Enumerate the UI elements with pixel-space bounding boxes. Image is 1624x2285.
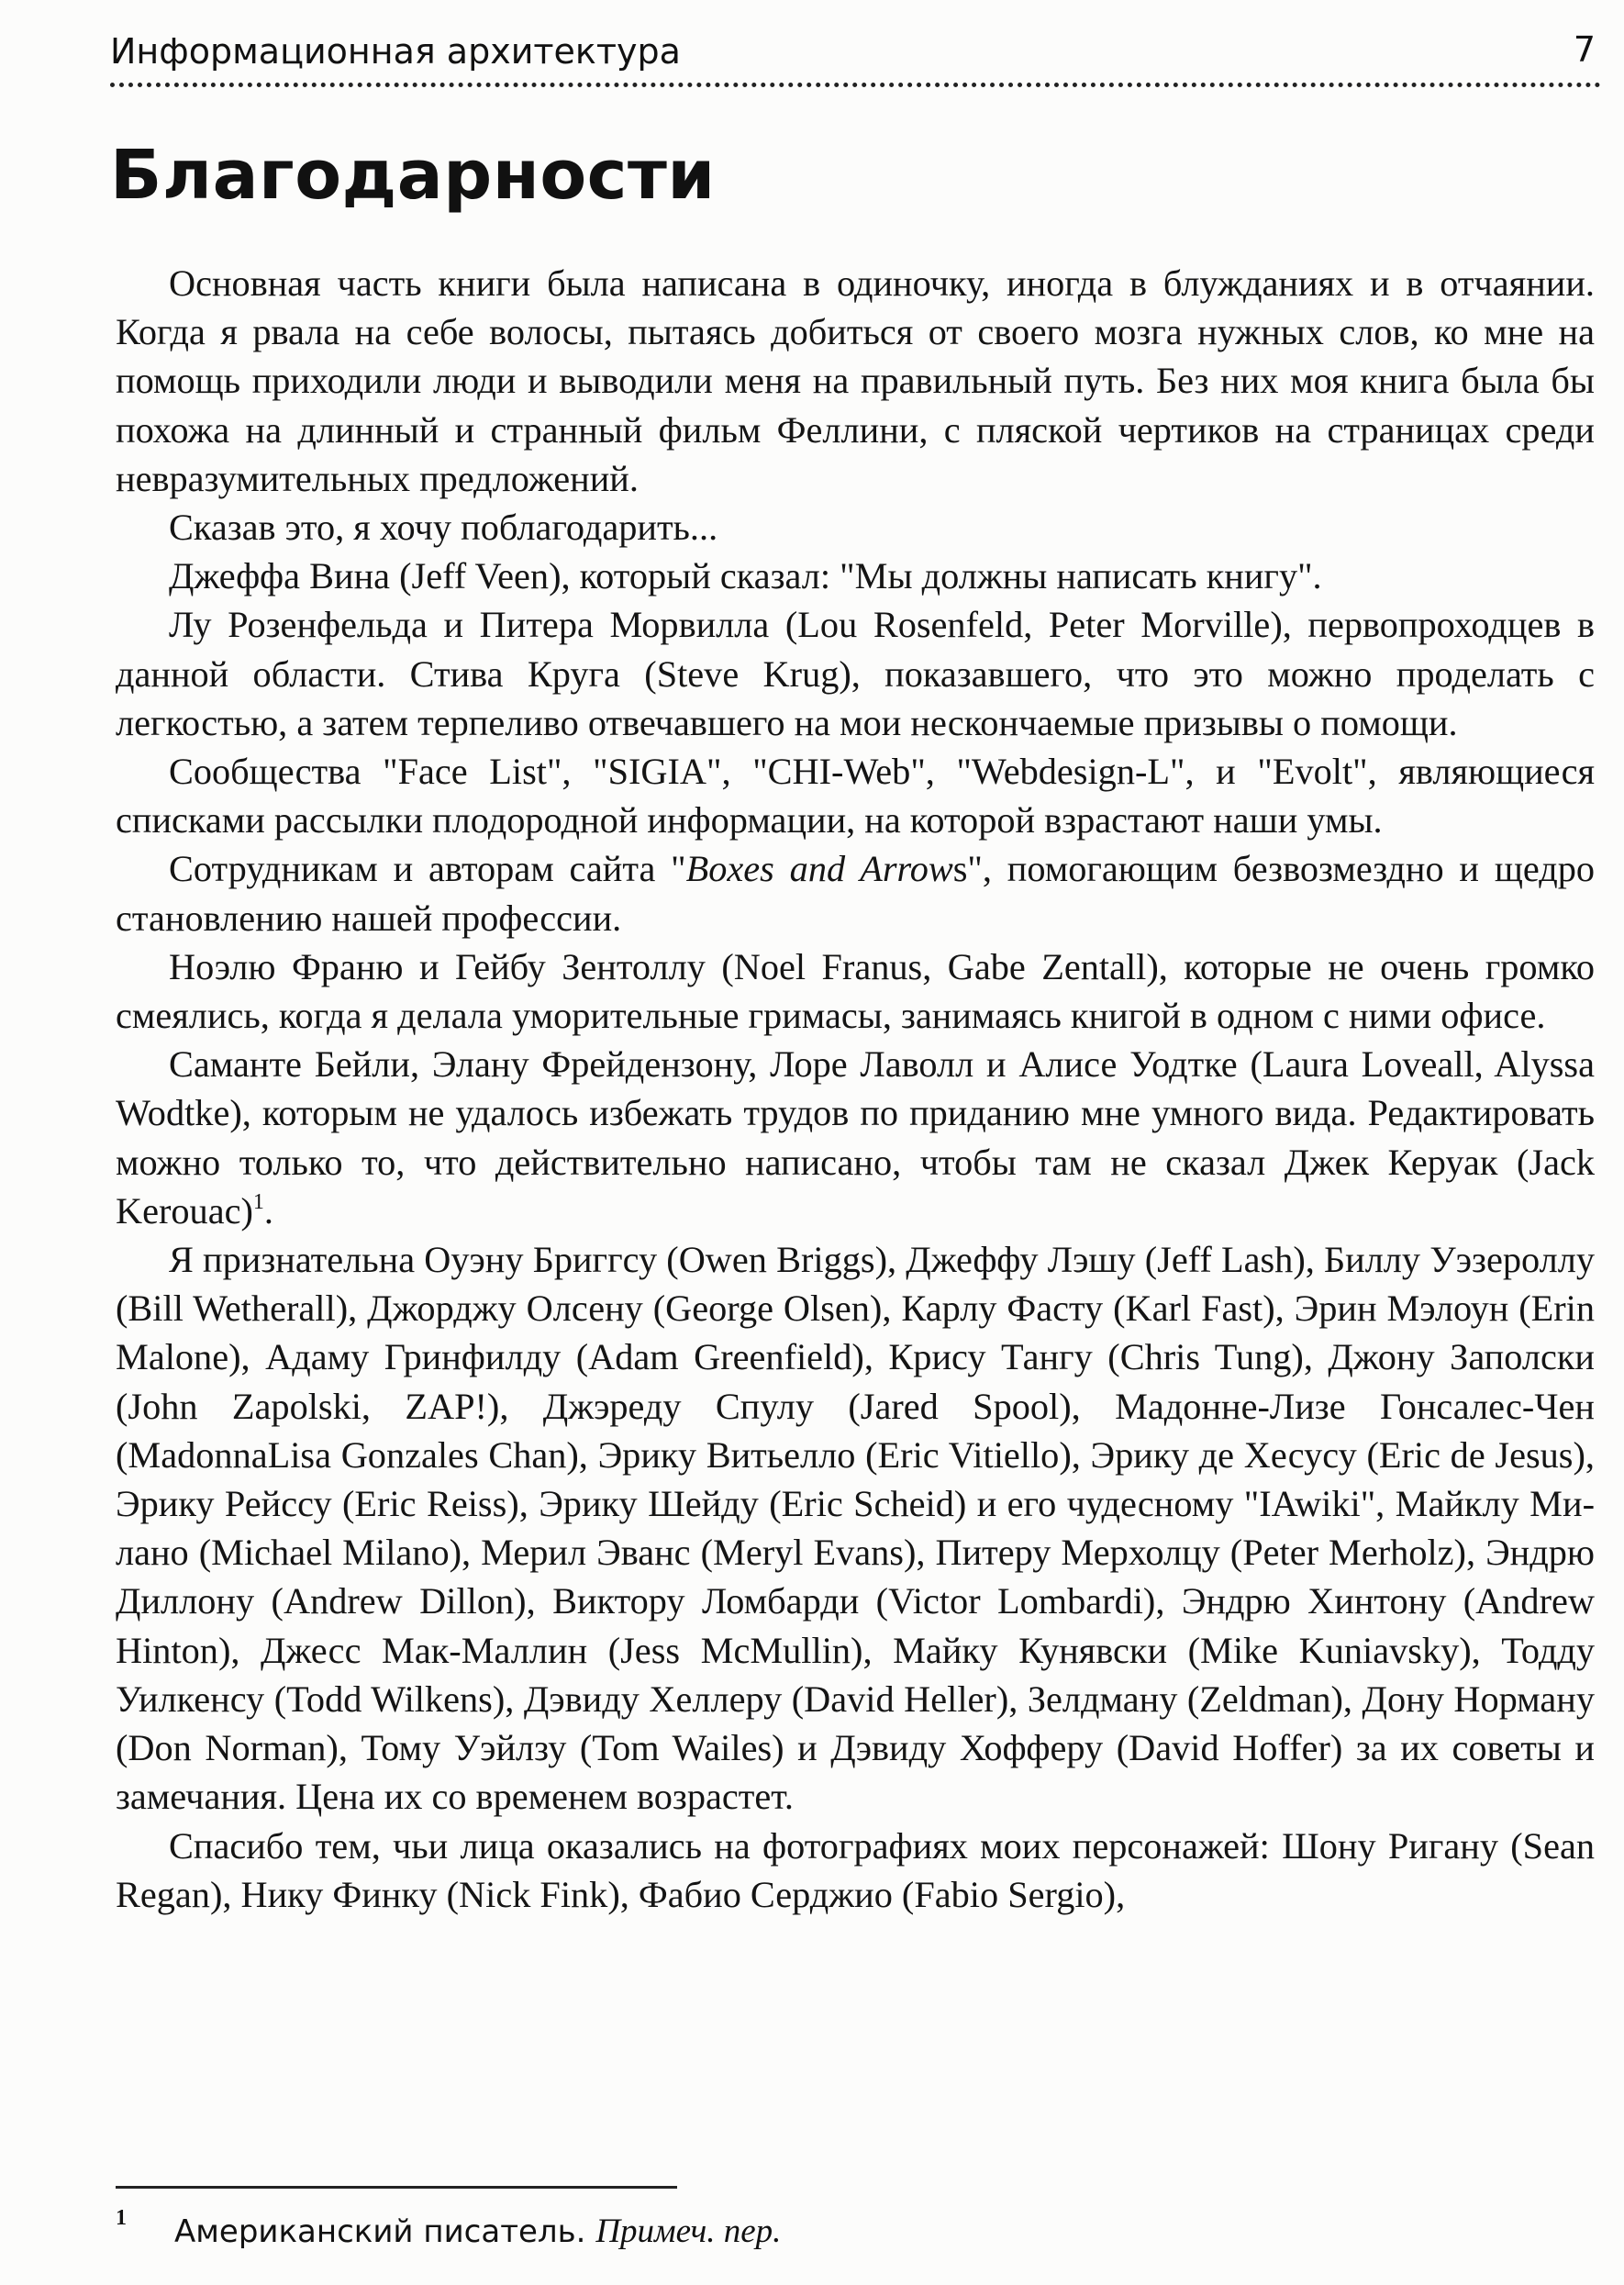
paragraph — [116, 942, 1595, 1040]
paragraph-text: Саманте Бейли, Элану Фрейдензону, Лоре Лаволл и Алисе Уодтке (Laura Loveall, Alyssa Wodtke), которым не удалось избежать трудов по приданию мне умного вида. Редактировать можно только то, что действительно написано, чтобы там не сказал Джек Керуак (Jack Kerouac) — [116, 1043, 1595, 1232]
paragraph — [116, 600, 1595, 747]
paragraph — [116, 1822, 1595, 1919]
paragraph-text: Джеффа Вина (Jeff Veen), который сказал: "Мы должны написать книгу". — [169, 555, 1322, 597]
italic-text: Boxes and Arrow — [685, 848, 953, 890]
paragraph — [116, 844, 1595, 942]
footnote-text: Американский писатель. — [174, 2213, 586, 2250]
paragraph — [116, 1235, 1595, 1821]
header-dotted-rule — [110, 83, 1601, 87]
page-number: 7 — [1573, 29, 1596, 70]
chapter-title: Благодарности — [110, 136, 716, 215]
paragraph — [116, 552, 1595, 600]
paragraph — [116, 747, 1595, 844]
paragraph-text: Основная часть книги была написана в одиночку, иногда в блужданиях и в отчаянии. Когда я рвала на себе волосы, пытаясь добиться от своего мозга нужных слов, ко мне на помощь приходили люди и выводили меня на правильный путь. Без них моя книга была бы похожа на длинный и странный фильм Феллини, с пляской чертиков на страницах среди невразумительных предложений. — [116, 262, 1595, 499]
footnote-text-wrap — [174, 2212, 781, 2251]
running-title: Информационная архитектура — [110, 31, 681, 72]
footnote-reference: 1 — [252, 1189, 264, 1214]
paragraph-text: Сообщества "Face List", "SIGIA", "CHI-Web", "Webdesign-L", и "Evolt", являющиеся списками рассылки плодородной информации, на которой взрастают наши умы. — [116, 751, 1595, 842]
paragraph-text: Сказав это, я хочу поблагодарить... — [169, 507, 718, 549]
running-header — [110, 26, 1601, 90]
paragraph-text: Спасибо тем, чьи лица оказались на фотографиях моих персонажей: Шону Ригану (Sean Regan), Нику Финку (Nick Fink), Фабио Серджио (Fabio Sergio), — [116, 1824, 1595, 1915]
body-text — [116, 259, 1595, 1919]
paragraph-text: Я признательна Оуэну Бриггсу (Owen Briggs), Джеффу Лэшу (Jeff Lash), Биллу Уэзероллу (Bill Wetherall), Джорджу Олсену (George Olsen), Карлу Фасту (Karl Fast), Эрин Мэлоун (Erin Malone), Адаму Гринфилду (Adam Greenfield), Крису Тангу (Chris Tung), Джону Заполски (John Zapolski, ZAP!), Джэреду Спулу (Jared Spool), Мадонне-Лизе Гонсалес-Чен (MadonnaLisa Gonzales Chan), Эрику Витьелло (Eric Vitiello), Эрику де Хесусу (Eric de Jesus), Эрику Рейссу (Eric Reiss), Эрику Шейду (Eric Scheid) и его чудесному "IAwiki", Майклу Милано (Michael Milano), Мерил Эванс (Meryl Evans), Питеру Мерхолцу (Peter Merholz), Эндрю Диллону (Andrew Dillon), Виктору Ломбарди (Victor Lombardi), Эндрю Хинтону (Andrew Hinton), Джесс Мак-Маллин (Jess McMullin), Майку Кунявски (Mike Kuniavsky), Тодду Уилкенсу (Todd Wilkens), Дэвиду Хеллеру (David Heller), Зелдману (Zeldman), Дону Норману (Don Norman), Тому Уэйлзу (Tom Wailes) и Дэвиду Хофферу (David Hoffer) за их советы и замечания. Цена их со временем возрастет. — [116, 1239, 1595, 1818]
paragraph-text: Лу Розенфельда и Питера Морвилла (Lou Rosenfeld, Peter Morville), первопроходцев в данной области. Стива Круга (Steve Krug), показавшего, что это можно проделать с легкостью, а затем терпеливо отвечавшего на мои нескончаемые призывы о помощи. — [116, 604, 1595, 743]
paragraph-text: Ноэлю Франю и Гейбу Зентоллу (Noel Franus, Gabe Zentall), которые не очень громко смеялись, когда я делала уморительные гримасы, занимаясь книгой в одном с ними офисе. — [116, 945, 1595, 1037]
footnote-rule — [116, 2186, 677, 2189]
footnote-marker: 1 — [116, 2206, 127, 2230]
footnote-note: Примеч. пер. — [595, 2213, 782, 2250]
paragraph — [116, 1040, 1595, 1235]
paragraph — [116, 259, 1595, 503]
paragraph-text: Сотрудникам и авторам сайта " — [169, 848, 686, 890]
paragraph-text: . — [263, 1189, 273, 1232]
paragraph — [116, 503, 1595, 552]
paragraph-text: s", помогающим безвозмездно и щедро становлению нашей профессии. — [116, 848, 1596, 939]
